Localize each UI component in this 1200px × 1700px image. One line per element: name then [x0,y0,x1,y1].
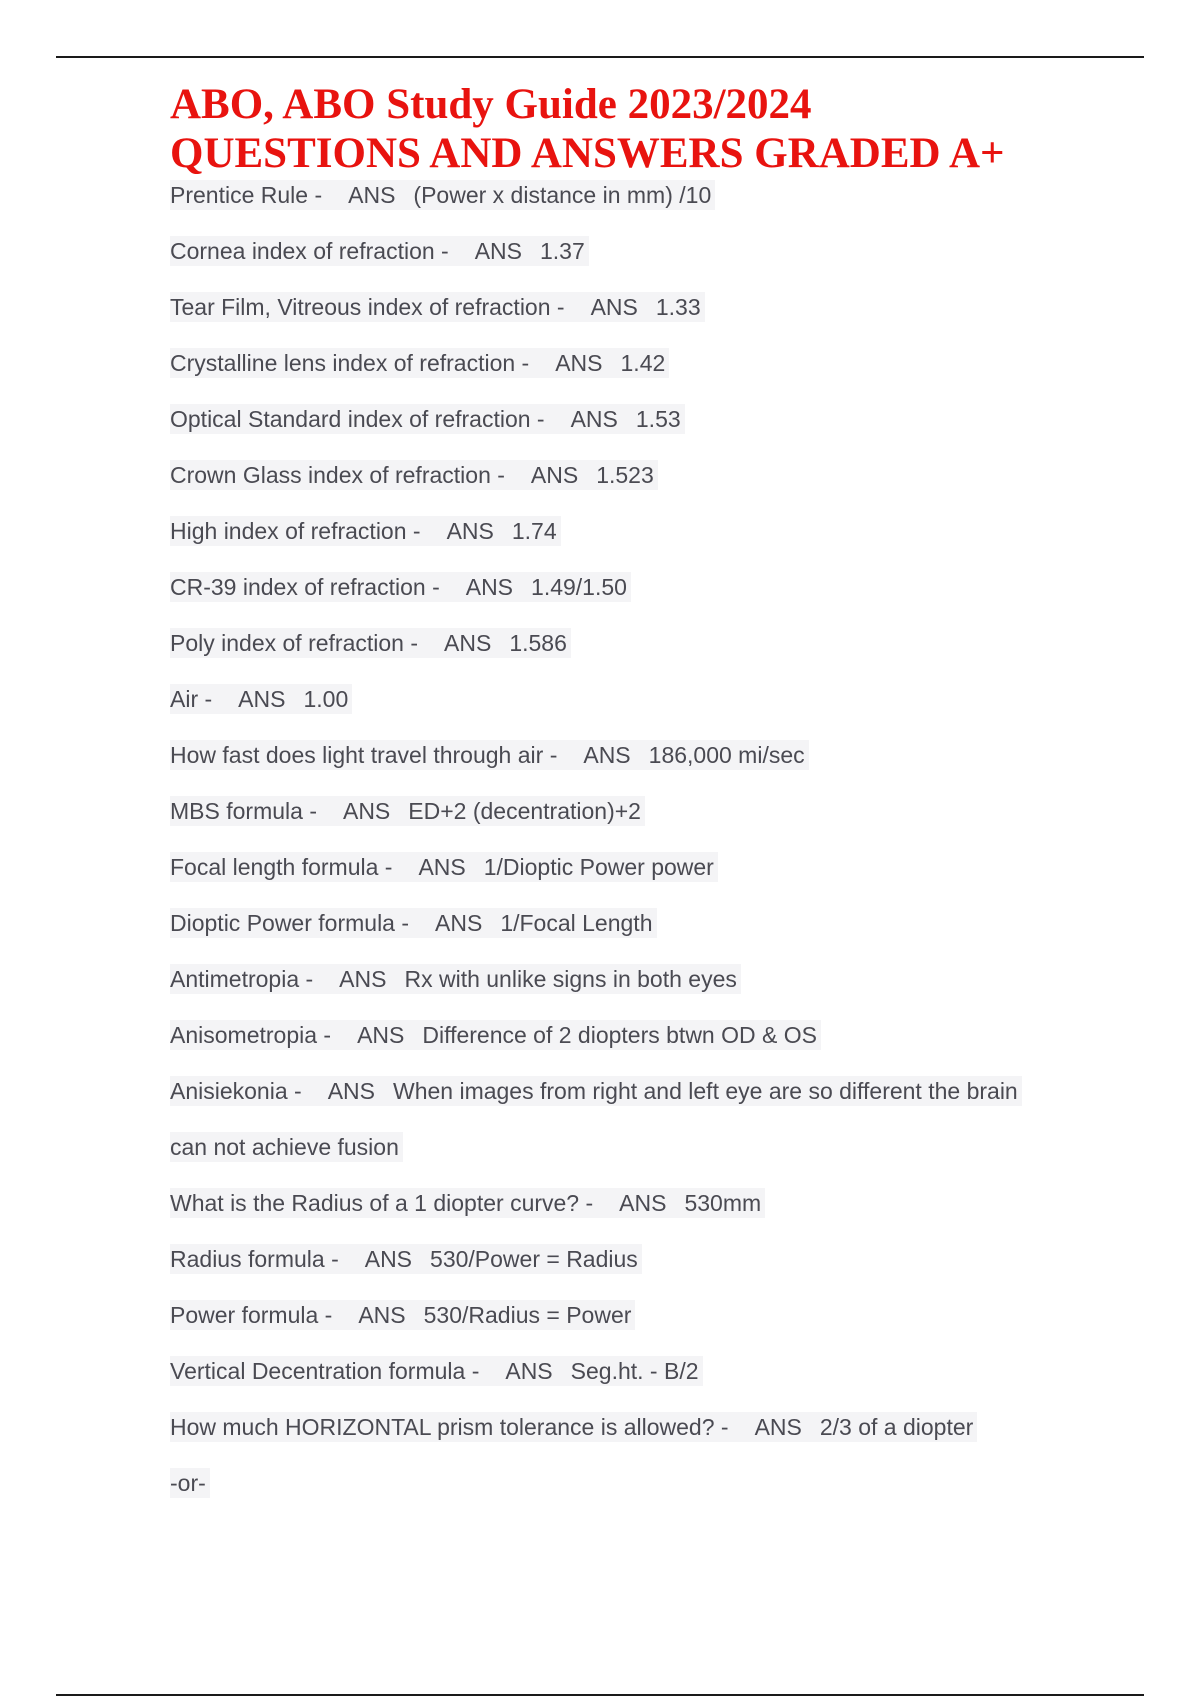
title-line-2: QUESTIONS AND ANSWERS GRADED A+ [170,130,1005,177]
qa-line [170,738,1100,794]
answer-text: 1.33 [655,294,701,320]
ans-label: ANS [570,406,618,432]
answer-text: 1.523 [596,462,654,488]
qa-line [170,234,1100,290]
continuation-text: -or- [170,1470,206,1496]
answer-text: Rx with unlike signs in both eyes [404,966,737,992]
qa-line [170,1354,1100,1410]
answer-text: 530/Radius = Power [423,1302,632,1328]
ans-label: ANS [444,630,492,656]
question-text: What is the Radius of a 1 diopter curve? - [170,1190,594,1216]
ans-label: ANS [238,686,286,712]
qa-text [170,292,705,322]
qa-line [170,794,1100,850]
question-text: Focal length formula - [170,854,393,880]
qa-list [170,178,1100,1522]
ans-label: ANS [754,1414,802,1440]
answer-text: 1.74 [511,518,557,544]
answer-text: Seg.ht. - B/2 [570,1358,699,1384]
question-text: CR-39 index of refraction - [170,574,440,600]
ans-label: ANS [583,742,631,768]
answer-text: 2/3 of a diopter [819,1414,974,1440]
answer-text: 1.42 [620,350,666,376]
answer-text: 1.49/1.50 [531,574,627,600]
qa-text [170,628,571,658]
qa-line [170,514,1100,570]
document-body [170,80,1100,1522]
question-text: Vertical Decentration formula - [170,1358,480,1384]
qa-text [170,1132,403,1162]
qa-text [170,180,715,210]
qa-line [170,1242,1100,1298]
answer-text: 186,000 mi/sec [648,742,805,768]
ans-label: ANS [555,350,603,376]
ans-label: ANS [418,854,466,880]
qa-text [170,796,645,826]
question-text: MBS formula - [170,798,317,824]
continuation-text: can not achieve fusion [170,1134,399,1160]
qa-text [170,348,669,378]
qa-text [170,740,809,770]
question-text: Power formula - [170,1302,333,1328]
question-text: Crystalline lens index of refraction - [170,350,530,376]
ans-label: ANS [446,518,494,544]
qa-text [170,460,658,490]
ans-label: ANS [358,1302,406,1328]
ans-label: ANS [530,462,579,488]
ans-label: ANS [590,294,638,320]
qa-line [170,1410,1100,1466]
title-line-1: ABO, ABO Study Guide 2023/2024 [170,81,812,128]
answer-text: 1.00 [303,686,349,712]
qa-line [170,1186,1100,1242]
qa-text [170,236,589,266]
qa-continuation-line [170,1466,1100,1522]
qa-line [170,626,1100,682]
qa-text [170,572,631,602]
question-text: Air - [170,686,213,712]
qa-line [170,570,1100,626]
question-text: Dioptic Power formula - [170,910,410,936]
qa-line [170,346,1100,402]
qa-text [170,964,741,994]
answer-text: 1/Dioptic Power power [483,854,714,880]
qa-line [170,962,1100,1018]
question-text: Antimetropia - [170,966,314,992]
question-text: Optical Standard index of refraction - [170,406,545,432]
ans-label: ANS [339,966,387,992]
qa-line [170,1018,1100,1074]
qa-line [170,850,1100,906]
qa-text [170,1356,703,1386]
question-text: Anisiekonia - [170,1078,302,1104]
question-text: Crown Glass index of refraction - [170,462,505,488]
qa-line [170,290,1100,346]
answer-text: 1.586 [509,630,567,656]
document-title [170,80,1100,178]
question-text: Cornea index of refraction - [170,238,449,264]
question-text: Anisometropia - [170,1022,332,1048]
qa-continuation-line [170,1130,1100,1186]
question-text: Prentice Rule - [170,182,323,208]
question-text: How much HORIZONTAL prism tolerance is allowed? - [170,1414,729,1440]
answer-text: (Power x distance in mm) /10 [413,182,712,208]
ans-label: ANS [505,1358,553,1384]
answer-text: When images from right and left eye are so different the brain [392,1078,1018,1104]
answer-text: Difference of 2 diopters btwn OD & OS [422,1022,817,1048]
question-text: Poly index of refraction - [170,630,419,656]
qa-text [170,852,718,882]
ans-label: ANS [342,798,391,824]
qa-line [170,402,1100,458]
qa-text [170,908,657,938]
qa-text [170,1020,821,1050]
qa-line [170,458,1100,514]
qa-text [170,1468,210,1498]
question-text: High index of refraction - [170,518,421,544]
ans-label: ANS [465,574,514,600]
answer-text: ED+2 (decentration)+2 [408,798,641,824]
qa-line [170,682,1100,738]
qa-text [170,1076,1022,1106]
answer-text: 1.37 [540,238,585,264]
qa-line [170,1298,1100,1354]
qa-text [170,404,685,434]
ans-label: ANS [619,1190,667,1216]
qa-line [170,1074,1100,1130]
answer-text: 1/Focal Length [500,910,653,936]
qa-text [170,1412,977,1442]
qa-text [170,516,561,546]
ans-label: ANS [357,1022,405,1048]
ans-label: ANS [327,1078,375,1104]
qa-text [170,684,352,714]
qa-line [170,178,1100,234]
ans-label: ANS [435,910,483,936]
answer-text: 1.53 [635,406,681,432]
ans-label: ANS [348,182,396,208]
question-text: Tear Film, Vitreous index of refraction - [170,294,565,320]
bottom-rule [56,1694,1144,1696]
qa-text [170,1300,635,1330]
answer-text: 530/Power = Radius [430,1246,638,1272]
question-text: Radius formula - [170,1246,339,1272]
top-rule [56,56,1144,58]
qa-text [170,1244,642,1274]
question-text: How fast does light travel through air - [170,742,558,768]
qa-text [170,1188,765,1218]
ans-label: ANS [474,238,522,264]
qa-line [170,906,1100,962]
answer-text: 530mm [684,1190,762,1216]
ans-label: ANS [364,1246,413,1272]
